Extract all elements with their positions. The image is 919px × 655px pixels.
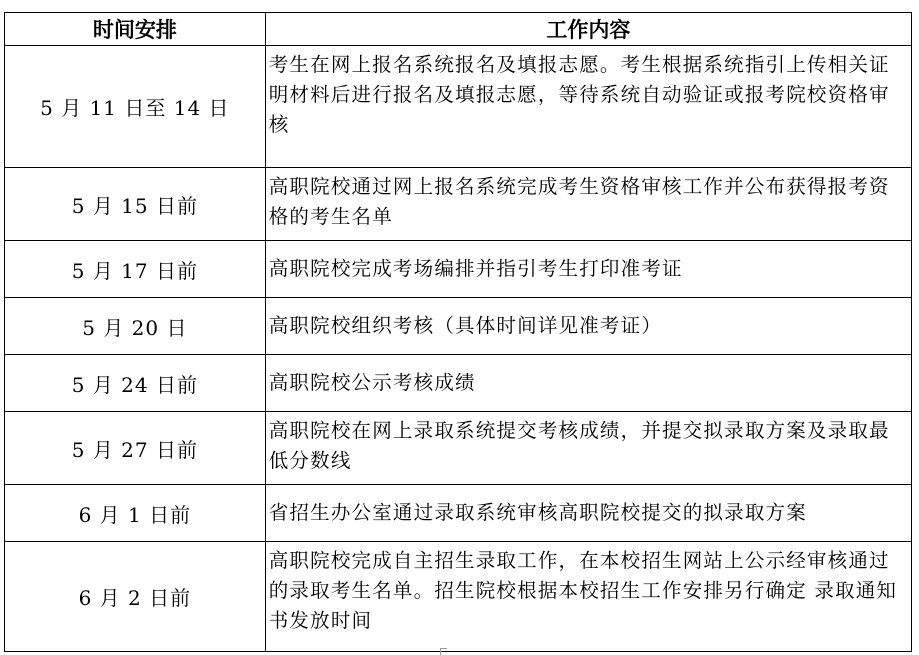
row-time: 6 月 1 日前	[5, 485, 266, 542]
row-time: 5 月 15 日前	[5, 168, 266, 241]
table-row	[5, 485, 912, 542]
row-work: 省招生办公室通过录取系统审核高职院校提交的拟录取方案	[265, 485, 911, 542]
row-work: 高职院校在网上录取系统提交考核成绩，并提交拟录取方案及录取最低分数线	[265, 412, 911, 485]
row-work: 高职院校完成考场编排并指引考生打印准考证	[265, 241, 911, 298]
table-row	[5, 168, 912, 241]
row-work: 高职院校通过网上报名系统完成考生资格审核工作并公布获得报考资格的考生名单	[265, 168, 911, 241]
header-row	[5, 13, 912, 46]
row-work: 高职院校完成自主招生录取工作，在本校招生网站上公示经审核通过的录取考生名单。招生院校根据本校招生工作安排另行确定 录取通知书发放时间	[265, 542, 911, 652]
table-row	[5, 412, 912, 485]
page-corner-mark	[440, 648, 447, 655]
header-work: 工作内容	[265, 13, 911, 46]
row-work: 高职院校公示考核成绩	[265, 355, 911, 412]
row-time: 6 月 2 日前	[5, 542, 266, 652]
table-row	[5, 241, 912, 298]
row-time: 5 月 20 日	[5, 298, 266, 355]
row-time: 5 月 24 日前	[5, 355, 266, 412]
schedule-table	[4, 12, 912, 652]
row-time: 5 月 17 日前	[5, 241, 266, 298]
row-work: 考生在网上报名系统报名及填报志愿。考生根据系统指引上传相关证明材料后进行报名及填报志愿，等待系统自动验证或报考院校资格审核	[265, 46, 911, 168]
header-time: 时间安排	[5, 13, 266, 46]
table-row	[5, 298, 912, 355]
table-row	[5, 355, 912, 412]
table-row	[5, 542, 912, 652]
row-time: 5 月 11 日至 14 日	[5, 46, 266, 168]
row-time: 5 月 27 日前	[5, 412, 266, 485]
row-work: 高职院校组织考核（具体时间详见准考证）	[265, 298, 911, 355]
table-row	[5, 46, 912, 168]
